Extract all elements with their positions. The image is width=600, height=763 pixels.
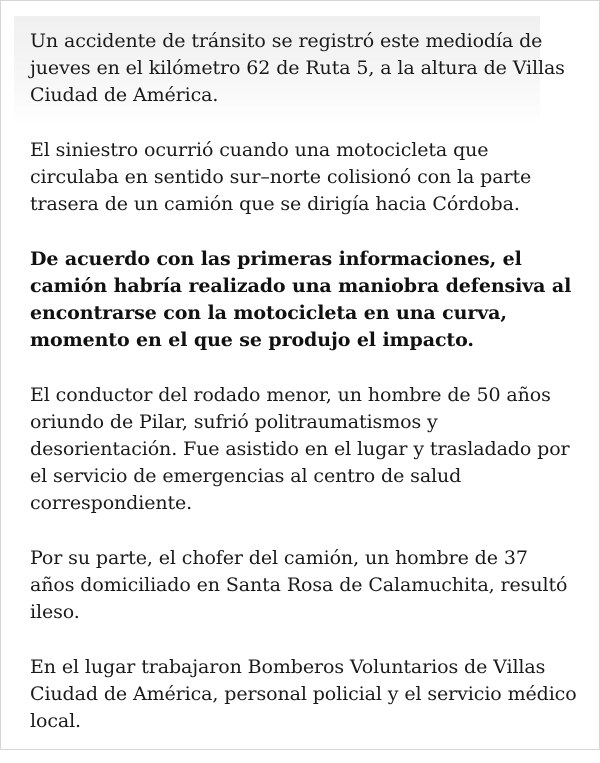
paragraph-initial-information: De acuerdo con las primeras informaciones, el camión habría realizado una maniobra defensiva al encontrarse con la motocicleta en una curva, momento en el que se produjo el impacto. <box>30 248 572 351</box>
paragraph-truck-driver: Por su parte, el chofer del camión, un hombre de 37 años domiciliado en Santa Rosa de Calamuchita, resultó ileso. <box>30 547 568 623</box>
paragraph-accident-report: Un accidente de tránsito se registró este mediodía de jueves en el kilómetro 62 de Ruta 5, a la altura de Villas Ciudad de América. <box>30 30 565 106</box>
paragraph-motorcyclist-condition: El conductor del rodado menor, un hombre de 50 años oriundo de Pilar, sufrió politraumatismos y desorientación. Fue asistido en el lugar y trasladado por el servicio de emergencias al centro de salud correspondiente. <box>30 384 570 514</box>
paragraph-collision-details: El siniestro ocurrió cuando una motocicleta que circulaba en sentido sur–norte colisionó con la parte trasera de un camión que se dirigía hacia Córdoba. <box>30 139 532 215</box>
article-body <box>30 28 578 763</box>
paragraph-responders: En el lugar trabajaron Bomberos Voluntarios de Villas Ciudad de América, personal policial y el servicio médico local. <box>30 656 577 732</box>
